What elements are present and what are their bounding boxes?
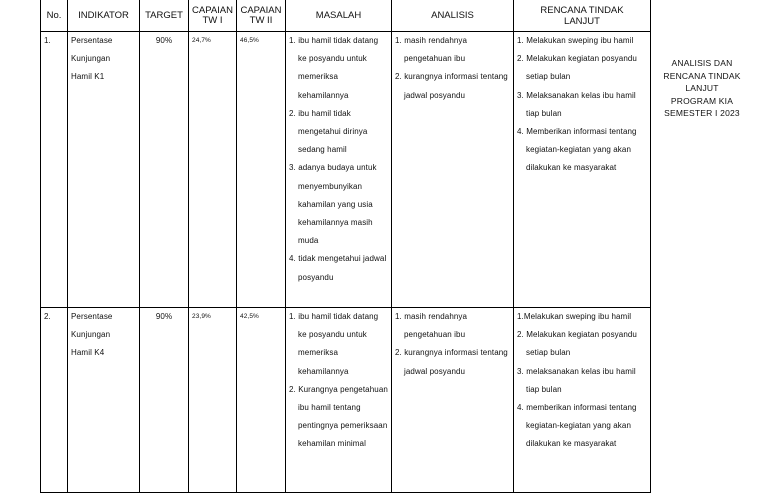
rencana-item: 1. Melakukan sweping ibu hamil [517, 36, 634, 45]
header-masalah: MASALAH [286, 0, 392, 32]
indikator-line: Hamil K1 [71, 72, 105, 82]
capaian-tw2-value: 46,5% [237, 32, 286, 308]
header-target: TARGET [140, 0, 189, 32]
header-capaian-tw1 [189, 0, 237, 32]
target-value: 90% [140, 308, 189, 493]
rencana-item: 3. melaksanakan kelas ibu hamil tiap bulan [517, 366, 636, 394]
masalah-item: 1. ibu hamil tidak datang ke posyandu untuk memeriksa kehamilannya [289, 312, 379, 376]
side-title-line: SEMESTER I 2023 [664, 108, 740, 118]
header-rencana-line: LANJUT [564, 15, 600, 27]
header-rencana-line: RENCANA TINDAK [540, 4, 624, 16]
indikator-cell [68, 308, 140, 493]
header-analisis: ANALISIS [392, 0, 514, 32]
masalah-item: 3. adanya budaya untuk menyembunyikan kahamilan yang usia kehamilannya masih muda [289, 163, 377, 246]
rencana-cell [514, 308, 651, 493]
rencana-item: 2. Melakukan kegiatan posyandu setiap bulan [517, 54, 637, 82]
rencana-item: 4. Memberikan informasi tentang kegiatan-kegiatan yang akan dilakukan ke masyarakat [517, 127, 637, 173]
rencana-item: 4. memberikan informasi tentang kegiatan-kegiatan yang akan dilakukan ke masyarakat [517, 403, 637, 449]
header-capaian-tw2 [237, 0, 286, 32]
capaian-tw1-value: 23,9% [189, 308, 237, 493]
analisis-cell [392, 308, 514, 493]
table-header-row [41, 0, 651, 32]
row-number: 2. [41, 308, 68, 493]
indikator-line: Kunjungan [71, 54, 111, 64]
analisis-item: 1. masih rendahnya pengetahuan ibu [395, 312, 468, 340]
analisis-cell [392, 32, 514, 308]
header-capaian-tw2-line: CAPAIAN [240, 4, 282, 16]
table-row [41, 32, 651, 308]
side-title [652, 57, 752, 120]
rencana-cell [514, 32, 651, 308]
header-no: No. [41, 0, 68, 32]
indikator-cell [68, 32, 140, 308]
masalah-cell [286, 308, 392, 493]
indikator-line: Hamil K4 [71, 348, 105, 358]
header-capaian-tw1-line: TW I [202, 14, 223, 26]
table-row [41, 308, 651, 493]
rencana-item: 2. Melakukan kegiatan posyandu setiap bulan [517, 330, 637, 358]
header-indikator: INDIKATOR [68, 0, 140, 32]
analisis-item: 2. kurangnya informasi tentang jadwal posyandu [395, 348, 508, 376]
masalah-item: 1. ibu hamil tidak datang ke posyandu untuk memeriksa kehamilannya [289, 36, 379, 100]
side-title-line: PROGRAM KIA [670, 95, 734, 106]
side-title-line: ANALISIS DAN [671, 58, 733, 68]
capaian-tw2-value: 42,5% [237, 308, 286, 493]
header-rencana [514, 0, 651, 32]
target-value: 90% [140, 32, 189, 308]
analisis-item: 2. kurangnya informasi tentang jadwal posyandu [395, 72, 508, 100]
header-capaian-tw2-line: TW II [249, 14, 273, 26]
side-title-line: LANJUT [685, 83, 719, 93]
masalah-item: 2. ibu hamil tidak mengetahui dirinya sedang hamil [289, 108, 368, 155]
indikator-line: Kunjungan [71, 330, 111, 340]
analisis-item: 1. masih rendahnya pengetahuan ibu [395, 36, 468, 64]
indikator-line: Persentase [71, 36, 113, 45]
row-number: 1. [41, 32, 68, 308]
capaian-tw1-value: 24,7% [189, 32, 237, 308]
masalah-item: 4. tidak mengetahui jadwal posyandu [289, 254, 387, 282]
side-title-line: RENCANA TINDAK [663, 70, 741, 81]
rencana-item: 1.Melakukan sweping ibu hamil [517, 312, 632, 321]
masalah-cell [286, 32, 392, 308]
rencana-item: 3. Melaksanakan kelas ibu hamil tiap bulan [517, 90, 636, 118]
analysis-table [40, 0, 651, 493]
masalah-item: 2. Kurangnya pengetahuan ibu hamil tentang pentingnya pemeriksaan kehamilan minimal [289, 384, 388, 449]
header-capaian-tw1-line: CAPAIAN [192, 4, 234, 16]
indikator-line: Persentase [71, 312, 113, 321]
